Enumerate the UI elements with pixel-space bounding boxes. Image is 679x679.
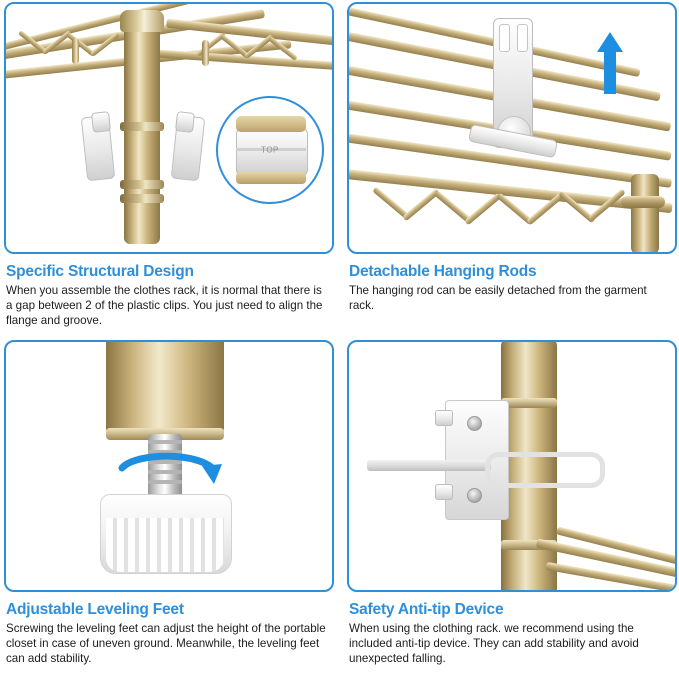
- anti-tip-rod: [367, 460, 491, 471]
- panel-safety-anti-tip-device: [347, 340, 677, 666]
- panel-title-adjustable-leveling-feet: Adjustable Leveling Feet: [6, 601, 184, 618]
- pole-cap: [120, 10, 164, 32]
- panel-specific-structural-design: [4, 2, 334, 328]
- panel-body-detachable-hanging-rods: The hanging rod can be easily detached from the garment rack.: [349, 284, 647, 312]
- inset-top-label: TOP: [261, 145, 279, 155]
- photo-adjustable-leveling-feet: [4, 340, 334, 592]
- panel-title-detachable-hanging-rods: Detachable Hanging Rods: [349, 263, 537, 280]
- panel-adjustable-leveling-feet: [4, 340, 334, 666]
- panel-title-safety-anti-tip-device: Safety Anti-tip Device: [349, 601, 504, 618]
- photo-safety-anti-tip-device: [347, 340, 677, 592]
- panel-title-specific-structural-design: Specific Structural Design: [6, 263, 194, 280]
- photo-specific-structural-design: [4, 2, 334, 254]
- arrow-up-icon: [597, 32, 623, 94]
- panel-body-safety-anti-tip-device: When using the clothing rack. we recommend using the included anti-tip device. They can add stability and avoid unexpected falling.: [349, 622, 639, 665]
- panel-body-specific-structural-design: When you assemble the clothes rack, it is normal that there is a gap between 2 of the plastic clips. You just need to align the flange and groove.: [6, 284, 323, 327]
- photo-detachable-hanging-rods: [347, 2, 677, 254]
- pole-bottom: [106, 342, 224, 438]
- anti-tip-strap: [485, 452, 605, 488]
- rotation-arrow-icon: [114, 450, 222, 496]
- panel-detachable-hanging-rods: [347, 2, 677, 314]
- panel-body-adjustable-leveling-feet: Screwing the leveling feet can adjust the height of the portable closet in case of uneven ground. Meanwhile, the leveling feet can add stability.: [6, 622, 326, 665]
- clip-closeup-inset: [216, 96, 324, 204]
